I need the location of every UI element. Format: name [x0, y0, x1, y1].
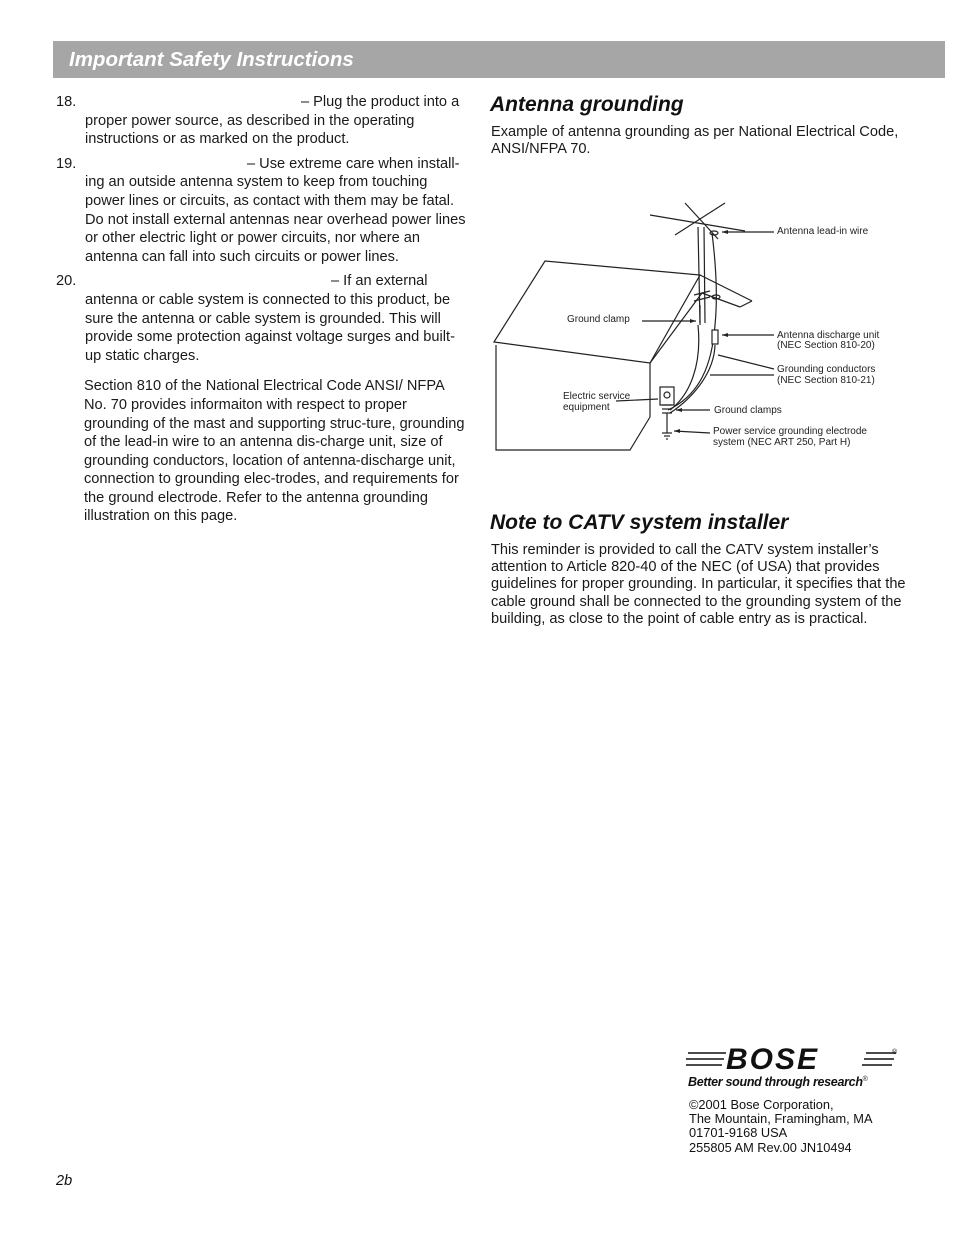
antenna-grounding-text: Example of antenna grounding as per National Electrical Code, ANSI/NFPA 70. [491, 124, 899, 158]
antenna-grounding-diagram [490, 195, 910, 455]
list-item [56, 155, 466, 267]
page-number: 2b [56, 1173, 73, 1189]
label-discharge-unit-nec: (NEC Section 810-20) [777, 340, 875, 351]
bose-tagline: Better sound through research® [688, 1075, 868, 1089]
list-item [56, 272, 466, 365]
label-power-service-nec: system (NEC ART 250, Part H) [713, 437, 851, 448]
label-electric-service-equipment: equipment [563, 402, 610, 413]
safety-list [56, 93, 466, 526]
electric-service-box [660, 387, 674, 405]
label-discharge-unit: Antenna discharge unit [777, 330, 880, 341]
antenna-grounding-heading: Antenna grounding [490, 93, 684, 116]
address-line: 01701-9168 USA [689, 1125, 788, 1141]
section-810-text: Section 810 of the National Electrical Code ANSI/ NFPA No. 70 provides informaiton with respect to proper grounding of the mast and supporting struc-ture, grounding of the lead-in wire to an antenna dis-charge unit, size of grounding conductors, location of antenna-discharge unit, connection to grounding elec-trodes, and requirements for the ground electrode. Refer to the antenna grounding illustration on this page. [84, 378, 465, 525]
company-address [689, 1098, 919, 1155]
bose-wordmark: BOSE [726, 1045, 820, 1075]
catv-text: This reminder is provided to call the CATV system installer’s attention to Article 820-40 of the NEC (of USA) that provides guidelines for proper grounding. In particular, it specifies that the cable ground shall be connected to the grounding system of the building, as close to the point of cable entry as is practical. [491, 542, 906, 627]
label-grounding-conductors-nec: (NEC Section 810-21) [777, 375, 875, 386]
label-power-service: Power service grounding electrode [713, 426, 867, 437]
item-number: 20. [56, 273, 77, 290]
item-number: 18. [56, 94, 77, 110]
roof-shape [494, 261, 700, 363]
item-text: – Plug the product into a proper power source, as described in the operating instructions or as marked on the product. [85, 94, 460, 148]
header-bar [53, 41, 945, 78]
label-ground-clamps: Ground clamps [714, 405, 782, 416]
item-text: – If an external antenna or cable system is connected to this product, be sure the antenna or cable system is grounded. This will provide some protection against voltage surges and built-up static charges. [85, 273, 455, 364]
address-line: The Mountain, Framingham, MA [689, 1111, 873, 1127]
registered-mark: ® [892, 1049, 898, 1056]
label-lead-in-wire: Antenna lead-in wire [777, 226, 869, 237]
page-title: Important Safety Instructions [69, 48, 354, 71]
label-electric-service: Electric service [563, 391, 631, 402]
discharge-unit [712, 330, 718, 344]
catv-heading: Note to CATV system installer [490, 511, 789, 534]
item-text: – Use extreme care when install-ing an outside antenna system to keep from touching power lines or circuits, as contact with them may be fatal. Do not install external antennas near overhead power lines or other electric light or power circuits, nor where an antenna can fall into such circuits or power lines. [85, 155, 466, 265]
address-line: 255805 AM Rev.00 JN10494 [689, 1139, 852, 1155]
bose-logo [686, 1045, 904, 1075]
item-number: 19. [56, 155, 77, 172]
address-line: ©2001 Bose Corporation, [689, 1097, 834, 1112]
label-ground-clamp: Ground clamp [567, 314, 630, 325]
list-item [56, 93, 466, 149]
label-grounding-conductors: Grounding conductors [777, 364, 876, 375]
